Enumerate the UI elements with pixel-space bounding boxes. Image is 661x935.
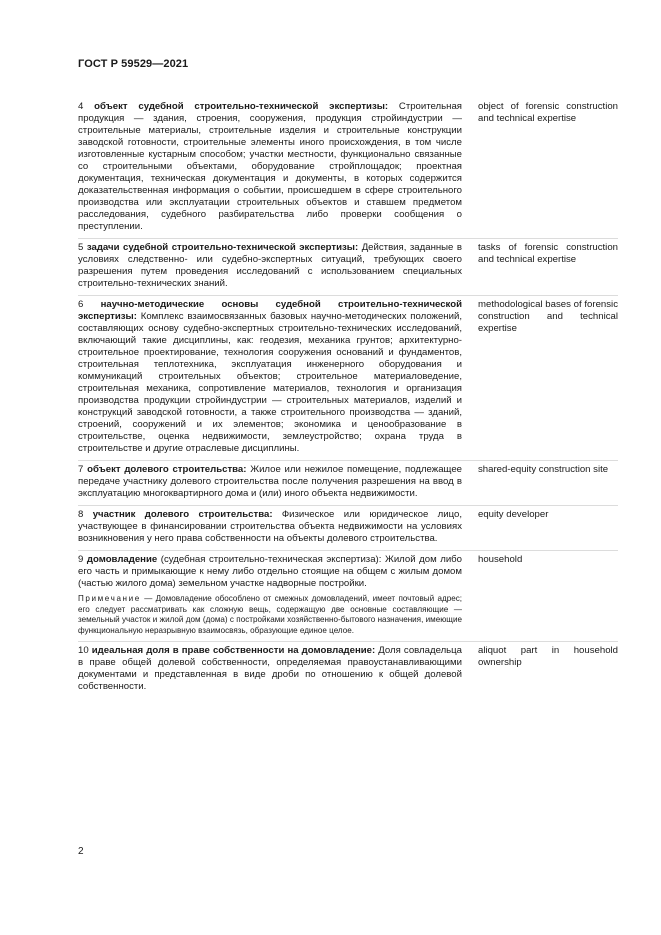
term-number: 8 bbox=[78, 509, 84, 520]
term-english-equivalent: shared-equity construction site bbox=[478, 464, 609, 475]
term-number: 10 bbox=[78, 645, 89, 657]
term-entry-8 bbox=[78, 505, 618, 550]
terms-list bbox=[78, 98, 618, 698]
term-name: объект долевого строительства: bbox=[87, 464, 247, 475]
term-entry-4 bbox=[78, 98, 618, 238]
note-text: — Домовладение обособлено от смежных домовладений, имеет почтовый адрес; его следует рассматривать как сложную вещь, содержащую две основные составляющие — земельный участок и жилой дом (дома) с постройками хозяйственно-бытового назначения, имеющие функциональную неразрывную взаимосвязь, образующие единое целое. bbox=[78, 594, 462, 635]
term-name: идеальная доля в праве собственности на домовладение: bbox=[91, 645, 376, 657]
term-definition: Физическое или юридическое лицо, участвующее в финансировании строительства объекта недвижимости на условиях возникновения у него права собственности на объекты долевого строительства. bbox=[78, 509, 462, 544]
term-number: 6 bbox=[78, 299, 84, 310]
term-name: научно-методические основы судебной строительно-технической экспертизы: bbox=[78, 299, 462, 322]
term-entry-7 bbox=[78, 460, 618, 505]
standard-header: ГОСТ Р 59529—2021 bbox=[78, 58, 189, 70]
term-definition: Жилое или нежилое помещение, подлежащее передаче участнику долевого строительства после получения разрешения на ввод в эксплуатацию многоквартирного дома и (или) иного объекта недвижимости. bbox=[78, 464, 462, 499]
term-number: 4 bbox=[78, 101, 84, 112]
term-main-text bbox=[78, 554, 462, 590]
term-entry-10 bbox=[78, 641, 618, 698]
term-note bbox=[78, 594, 462, 636]
term-english-equivalent: equity developer bbox=[478, 509, 549, 520]
term-name: домовладение bbox=[86, 554, 158, 565]
term-definition: Строительная продукция — здания, строения, сооружения, продукция стройиндустрии — строительные материалы, строительные изделия и строительные конструкции заводской готовности, строительные элементы иного происхождения, в том числе изготовленные кустарным способом; участки местности, функционально связанные со строительными объектами, оборудование стройплощадок; проектная документация, техническая документация и документы, в которых содержится доказательственная информация о событии, происшедшем в сфере строительного производства или эксплуатации строительных объектов и ставшем предметом расследования, судебного разбирательства либо проверки сообщения о преступлении. bbox=[78, 101, 462, 232]
term-number: 7 bbox=[78, 464, 84, 475]
term-definition: Действия, заданные в условиях следственно- или судебно-экспертных ситуаций, требующих своего разрешения путем проведения исследований с использованием специальных строительно-технических знаний. bbox=[78, 242, 462, 289]
term-number: 5 bbox=[78, 242, 84, 253]
term-english-equivalent: household bbox=[478, 554, 523, 565]
term-name: объект судебной строительно-технической экспертизы: bbox=[94, 101, 389, 112]
term-number: 9 bbox=[78, 554, 84, 565]
term-name: участник долевого строительства: bbox=[92, 509, 273, 520]
term-english-equivalent: tasks of forensic construction and technical expertise bbox=[478, 242, 618, 265]
term-definition-ru bbox=[78, 464, 462, 500]
term-english-equivalent: methodological bases of forensic construction and technical expertise bbox=[478, 299, 618, 334]
term-definition-ru bbox=[78, 299, 462, 455]
term-definition-ru bbox=[78, 101, 462, 233]
term-definition: Жилой дом либо его часть и примыкающие к нему либо отдельно стоящие на общем с жилым домом (частью жилого дома) земельном участке надворные постройки. bbox=[78, 554, 463, 589]
term-definition-ru bbox=[78, 509, 462, 545]
term-entry-9 bbox=[78, 550, 618, 641]
term-definition-ru bbox=[78, 242, 462, 290]
term-definition: Комплекс взаимосвязанных базовых научно-методических положений, составляющих основу судебно-экспертных строительно-технических исследований, включающий такие дисциплины, как: геодезия, механика грунтов; архитектурно-строительное проектирование, технология сооружения оснований и фундаментов, строительная теплотехника, эксплуатация инженерного оборудования и коммуникаций строительных объектов; строительное материаловедение, строительная механика, сопротивление материалов, технология и организация производства продукции стройиндустрии — строительных материалов, изделий и конструкций заводской готовности, а также строительного производства — зданий, строений, сооружений и их элементов; экономика и ценообразование в строительстве, оценка недвижимости, землеустройство; охрана труда в строительстве и другие отраслевые дисциплины. bbox=[78, 311, 462, 454]
note-label: Примечание bbox=[78, 594, 141, 603]
term-entry-5 bbox=[78, 238, 618, 295]
term-entry-6 bbox=[78, 295, 618, 460]
term-definition-ru bbox=[78, 554, 462, 636]
term-english-equivalent: object of forensic construction and technical expertise bbox=[478, 101, 618, 124]
term-definition-ru bbox=[78, 645, 462, 693]
term-qualifier: (судебная строительно-техническая экспертиза): bbox=[160, 554, 382, 565]
page-number: 2 bbox=[78, 846, 84, 857]
term-definition: Доля совладельца в праве общей долевой собственности, определяемая правоустанавливающими документами и представленная в виде дроби по отношению к общей долевой собственности. bbox=[78, 645, 463, 693]
term-english-equivalent: aliquot part in household ownership bbox=[478, 645, 618, 669]
term-name: задачи судебной строительно-технической экспертизы: bbox=[86, 242, 359, 253]
